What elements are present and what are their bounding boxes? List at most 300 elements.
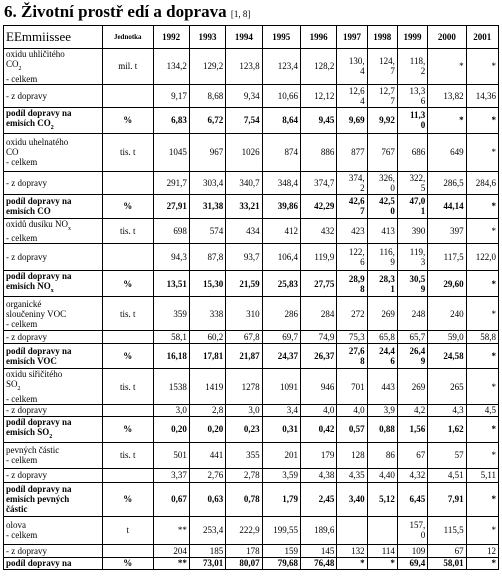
table-cell: 340,7 — [226, 171, 262, 194]
row-label-line: podíl dopravy na — [6, 558, 72, 569]
table-cell: 189,6 — [300, 516, 336, 544]
table-cell: 58,01 — [428, 557, 466, 569]
table-cell: 0,78 — [226, 482, 262, 516]
table-cell: 24,4 6 — [367, 344, 397, 369]
table-cell: * — [466, 133, 498, 171]
table-cell: 9,45 — [300, 107, 336, 133]
table-cell: 4,40 — [367, 468, 397, 482]
table-header-row — [4, 26, 499, 49]
table-cell: * — [466, 271, 498, 297]
row-label-line: - z dopravy — [6, 332, 47, 343]
table-cell: 5,12 — [367, 482, 397, 516]
table-cell: 310 — [226, 297, 262, 331]
table-cell: 31,38 — [189, 194, 225, 218]
table-cell: 69,7 — [262, 331, 300, 344]
table-cell: 2,45 — [300, 482, 336, 516]
table-cell: 1538 — [153, 369, 189, 405]
row-label-line: - z dopravy — [6, 177, 47, 188]
table-cell: * — [466, 297, 498, 331]
table-cell: 0,57 — [337, 416, 367, 442]
table-cell: 374,7 — [300, 171, 336, 194]
row-label — [4, 297, 103, 331]
row-unit: tis. t — [103, 442, 154, 468]
table-cell: 1,79 — [262, 482, 300, 516]
table-cell: 59,0 — [428, 331, 466, 344]
row-label-line: oxidu uhličitého — [6, 49, 65, 59]
table-cell: 0,20 — [153, 416, 189, 442]
row-unit — [103, 544, 154, 557]
row-label-line: emisích $NO_x$ — [6, 281, 54, 295]
table-cell: * — [466, 557, 498, 569]
row-label — [4, 404, 103, 416]
table-cell: 4,5 — [466, 404, 498, 416]
table-cell: 14,36 — [466, 84, 498, 107]
table-row — [4, 84, 499, 107]
table-row — [4, 416, 499, 442]
table-cell: 67 — [428, 544, 466, 557]
table-cell: 21,59 — [226, 271, 262, 297]
row-label — [4, 544, 103, 557]
row-label-line: - z dopravy — [6, 470, 47, 481]
table-cell: 4,0 — [337, 404, 367, 416]
table-cell: 4,35 — [337, 468, 367, 482]
table-cell: 322, 5 — [397, 171, 427, 194]
table-cell: 12,6 4 — [337, 84, 367, 107]
row-label-line: emisích CO — [6, 206, 51, 217]
header-year: 1997 — [337, 26, 367, 49]
table-cell: 767 — [367, 133, 397, 171]
table-cell: 269 — [397, 369, 427, 405]
table-cell: 5,11 — [466, 468, 498, 482]
table-cell: 1,62 — [428, 416, 466, 442]
table-cell: * — [466, 516, 498, 544]
table-row — [4, 49, 499, 85]
row-unit — [103, 84, 154, 107]
table-cell: 443 — [367, 369, 397, 405]
table-row — [4, 468, 499, 482]
row-unit: tis. t — [103, 133, 154, 171]
table-cell: 69,4 — [397, 557, 427, 569]
table-cell: 432 — [300, 218, 336, 244]
table-cell: 115,5 — [428, 516, 466, 544]
page-title — [4, 2, 250, 24]
table-cell: * — [337, 557, 367, 569]
table-cell: 355 — [226, 442, 262, 468]
table-cell: 877 — [337, 133, 367, 171]
table-cell: 42,5 0 — [367, 194, 397, 218]
title-text: 6. Životní prostř edí a doprava — [4, 2, 227, 21]
table-cell: 1419 — [189, 369, 225, 405]
table-cell: 134,2 — [153, 49, 189, 85]
table-cell: 265 — [428, 369, 466, 405]
row-label-line: emisích $CO_2$ — [6, 117, 54, 131]
row-label-line: pevných částic — [6, 445, 60, 456]
table-cell: 86 — [367, 442, 397, 468]
row-label — [4, 244, 103, 271]
table-cell: 7,54 — [226, 107, 262, 133]
header-unit: Jednotka — [103, 26, 154, 49]
table-cell: 21,87 — [226, 344, 262, 369]
table-cell: 12,12 — [300, 84, 336, 107]
table-cell: 1045 — [153, 133, 189, 171]
table-cell: 1,56 — [397, 416, 427, 442]
table-row — [4, 218, 499, 244]
table-cell: 222,9 — [226, 516, 262, 544]
table-cell: 1278 — [226, 369, 262, 405]
table-cell: 284,6 — [466, 171, 498, 194]
row-label-line: organické — [6, 298, 42, 309]
header-year: 1994 — [226, 26, 262, 49]
table-cell: * — [466, 107, 498, 133]
table-cell: 874 — [262, 133, 300, 171]
row-unit: % — [103, 557, 154, 569]
table-cell: 116, 9 — [367, 244, 397, 271]
table-cell: ** — [153, 557, 189, 569]
header-year: 1999 — [397, 26, 427, 49]
row-label-line: - z dopravy — [6, 90, 47, 101]
table-cell: 4,2 — [397, 404, 427, 416]
table-cell: 27,6 8 — [337, 344, 367, 369]
table-cell: 26,37 — [300, 344, 336, 369]
table-cell: 73,01 — [189, 557, 225, 569]
row-label — [4, 482, 103, 516]
table-cell: * — [428, 49, 466, 85]
table-cell: 0,23 — [226, 416, 262, 442]
row-unit — [103, 404, 154, 416]
table-cell: 16,18 — [153, 344, 189, 369]
table-cell: 47,0 1 — [397, 194, 427, 218]
table-cell: * — [428, 107, 466, 133]
table-cell: 199,55 — [262, 516, 300, 544]
table-cell: * — [466, 218, 498, 244]
row-label — [4, 369, 103, 405]
table-cell: 272 — [337, 297, 367, 331]
row-unit: t — [103, 516, 154, 544]
header-year: 1993 — [189, 26, 225, 49]
row-label-line: CO — [6, 147, 19, 158]
header-year: 1995 — [262, 26, 300, 49]
row-unit: % — [103, 482, 154, 516]
table-row — [4, 331, 499, 344]
table-row — [4, 344, 499, 369]
table-cell: 413 — [367, 218, 397, 244]
table-cell: 122, 6 — [337, 244, 367, 271]
table-cell: 6,83 — [153, 107, 189, 133]
table-cell: 28,9 8 — [337, 271, 367, 297]
row-label-line: - celkem — [6, 73, 38, 84]
row-label — [4, 557, 103, 569]
table-cell: * — [466, 416, 498, 442]
row-unit: % — [103, 194, 154, 218]
table-cell: 240 — [428, 297, 466, 331]
row-label-line: - z dopravy — [6, 405, 47, 416]
table-cell: 122,0 — [466, 244, 498, 271]
table-cell: 284 — [300, 297, 336, 331]
row-label-line: emisích pevných — [6, 494, 70, 505]
table-cell: 886 — [300, 133, 336, 171]
table-cell: 79,68 — [262, 557, 300, 569]
row-label — [4, 171, 103, 194]
table-cell: 359 — [153, 297, 189, 331]
table-cell: 946 — [300, 369, 336, 405]
table-cell: 13,82 — [428, 84, 466, 107]
table-cell: 8,64 — [262, 107, 300, 133]
table-cell: 58,1 — [153, 331, 189, 344]
table-cell: 65,8 — [367, 331, 397, 344]
table-cell: 201 — [262, 442, 300, 468]
row-label-line: emisích VOC — [6, 356, 57, 367]
row-label-line: částic — [6, 504, 28, 515]
table-cell: 412 — [262, 218, 300, 244]
table-cell: 12,7 7 — [367, 84, 397, 107]
table-cell: 42,29 — [300, 194, 336, 218]
table-cell: 9,92 — [367, 107, 397, 133]
table-cell: 26,4 9 — [397, 344, 427, 369]
row-label — [4, 107, 103, 133]
row-label-line: - celkem — [6, 157, 38, 168]
row-label — [4, 194, 103, 218]
row-label — [4, 133, 103, 171]
row-unit: % — [103, 107, 154, 133]
table-cell: 117,5 — [428, 244, 466, 271]
table-cell: 94,3 — [153, 244, 189, 271]
table-cell: 204 — [153, 544, 189, 557]
table-cell: 24,58 — [428, 344, 466, 369]
row-label — [4, 416, 103, 442]
header-year: 1992 — [153, 26, 189, 49]
table-cell: 397 — [428, 218, 466, 244]
row-label — [4, 344, 103, 369]
table-cell: 1026 — [226, 133, 262, 171]
table-row — [4, 297, 499, 331]
table-cell: 0,67 — [153, 482, 189, 516]
table-cell: 42,6 7 — [337, 194, 367, 218]
row-label-line: - celkem — [6, 455, 38, 466]
table-cell: 58,8 — [466, 331, 498, 344]
table-cell: 9,17 — [153, 84, 189, 107]
table-cell: 4,51 — [428, 468, 466, 482]
table-cell: 3,0 — [153, 404, 189, 416]
table-cell: 13,51 — [153, 271, 189, 297]
row-label-line: podíl dopravy na — [6, 484, 72, 495]
table-row — [4, 133, 499, 171]
table-cell: 3,37 — [153, 468, 189, 482]
table-cell: 291,7 — [153, 171, 189, 194]
table-cell: 128 — [337, 442, 367, 468]
table-cell: 8,68 — [189, 84, 225, 107]
table-cell: 123,8 — [226, 49, 262, 85]
table-cell: 2,78 — [226, 468, 262, 482]
table-cell: 179 — [300, 442, 336, 468]
table-cell: 128,2 — [300, 49, 336, 85]
table-cell: 0,42 — [300, 416, 336, 442]
row-label-line: podíl dopravy na — [6, 416, 72, 427]
row-label-line: - z dopravy — [6, 545, 47, 556]
table-cell: 124, 7 — [367, 49, 397, 85]
table-cell: 10,66 — [262, 84, 300, 107]
row-label — [4, 271, 103, 297]
table-cell: 106,4 — [262, 244, 300, 271]
table-cell: 9,69 — [337, 107, 367, 133]
table-cell: 4,38 — [300, 468, 336, 482]
table-cell: 390 — [397, 218, 427, 244]
table-cell: 76,48 — [300, 557, 336, 569]
header-year: 2000 — [428, 26, 466, 49]
row-unit: % — [103, 344, 154, 369]
table-row — [4, 244, 499, 271]
emissions-table — [3, 25, 499, 570]
row-unit: % — [103, 271, 154, 297]
table-cell: 75,3 — [337, 331, 367, 344]
table-cell: 185 — [189, 544, 225, 557]
table-row — [4, 404, 499, 416]
row-label-line: sloučeniny VOC — [6, 308, 67, 319]
table-cell: 29,60 — [428, 271, 466, 297]
table-cell: * — [466, 442, 498, 468]
table-cell: 80,07 — [226, 557, 262, 569]
table-cell: 109 — [397, 544, 427, 557]
row-unit — [103, 468, 154, 482]
table-cell: 119, 3 — [397, 244, 427, 271]
table-cell: 434 — [226, 218, 262, 244]
row-unit — [103, 244, 154, 271]
table-cell: 3,40 — [337, 482, 367, 516]
table-row — [4, 107, 499, 133]
table-cell: 374, 2 — [337, 171, 367, 194]
table-cell: 27,91 — [153, 194, 189, 218]
table-cell: 338 — [189, 297, 225, 331]
table-cell: 4,0 — [300, 404, 336, 416]
table-row — [4, 482, 499, 516]
table-cell: 698 — [153, 218, 189, 244]
table-cell: 3,9 — [367, 404, 397, 416]
table-cell — [337, 516, 367, 544]
table-cell: 248 — [397, 297, 427, 331]
table-cell: 129,2 — [189, 49, 225, 85]
table-cell: 967 — [189, 133, 225, 171]
table-cell: 132 — [337, 544, 367, 557]
row-label-line: podíl dopravy na — [6, 196, 72, 207]
table-cell: 28,3 1 — [367, 271, 397, 297]
row-label-line: oxidů dusíku $NO_x$ — [6, 218, 72, 232]
table-cell: 159 — [262, 544, 300, 557]
row-label-line: $SO_2$ — [6, 379, 21, 392]
table-cell: 4,3 — [428, 404, 466, 416]
table-cell: 65,7 — [397, 331, 427, 344]
row-label — [4, 468, 103, 482]
table-cell: 17,81 — [189, 344, 225, 369]
table-cell: 87,8 — [189, 244, 225, 271]
table-cell: 157, 0 — [397, 516, 427, 544]
table-cell: 24,37 — [262, 344, 300, 369]
table-cell: 4,32 — [397, 468, 427, 482]
table-cell: 27,75 — [300, 271, 336, 297]
title-reference: [1, 8] — [230, 9, 251, 19]
table-cell: * — [367, 557, 397, 569]
row-label-line: - celkem — [6, 233, 38, 244]
row-unit: % — [103, 416, 154, 442]
table-cell: * — [466, 49, 498, 85]
row-unit: tis. t — [103, 218, 154, 244]
table-cell: 286,5 — [428, 171, 466, 194]
row-label-line: olova — [6, 520, 26, 531]
table-cell: * — [466, 194, 498, 218]
row-label-line: podíl dopravy na — [6, 271, 72, 282]
table-cell: 3,0 — [226, 404, 262, 416]
row-unit — [103, 171, 154, 194]
table-cell: 2,8 — [189, 404, 225, 416]
table-cell: 119,9 — [300, 244, 336, 271]
row-label — [4, 218, 103, 244]
table-cell: 7,91 — [428, 482, 466, 516]
row-label-line: $CO_2$ — [6, 59, 22, 72]
row-label-line: - celkem — [6, 393, 38, 404]
table-cell: 3,4 — [262, 404, 300, 416]
table-cell: 118, 2 — [397, 49, 427, 85]
row-label-line: - z dopravy — [6, 252, 47, 263]
header-emission: EEmmiissee — [4, 26, 103, 49]
table-cell: 123,4 — [262, 49, 300, 85]
table-cell: 348,4 — [262, 171, 300, 194]
table-cell: 0,63 — [189, 482, 225, 516]
table-cell: 501 — [153, 442, 189, 468]
table-cell: 12 — [466, 544, 498, 557]
header-year: 2001 — [466, 26, 498, 49]
table-cell: 33,21 — [226, 194, 262, 218]
table-cell: 269 — [367, 297, 397, 331]
table-cell: 11,3 0 — [397, 107, 427, 133]
row-label-line: podíl dopravy na — [6, 107, 72, 118]
table-row — [4, 516, 499, 544]
table-row — [4, 442, 499, 468]
table-cell: 44,14 — [428, 194, 466, 218]
table-cell: 130, 4 — [337, 49, 367, 85]
table-cell: 3,59 — [262, 468, 300, 482]
table-cell: 0,88 — [367, 416, 397, 442]
row-label — [4, 49, 103, 85]
table-cell: 441 — [189, 442, 225, 468]
table-cell: 39,86 — [262, 194, 300, 218]
table-cell: 60,2 — [189, 331, 225, 344]
row-unit: tis. t — [103, 369, 154, 405]
row-unit: mil. t — [103, 49, 154, 85]
table-cell — [367, 516, 397, 544]
table-row — [4, 171, 499, 194]
row-label-line: emisích $SO_2$ — [6, 426, 53, 440]
row-unit: tis. t — [103, 297, 154, 331]
row-label-line: - celkem — [6, 318, 38, 329]
table-cell: 30,5 9 — [397, 271, 427, 297]
table-cell: 13,3 6 — [397, 84, 427, 107]
table-cell: 9,34 — [226, 84, 262, 107]
table-cell: 0,31 — [262, 416, 300, 442]
row-label-line: podíl dopravy na — [6, 346, 72, 357]
table-cell: 6,45 — [397, 482, 427, 516]
row-unit — [103, 331, 154, 344]
table-cell: 701 — [337, 369, 367, 405]
table-cell: 0,20 — [189, 416, 225, 442]
table-cell: * — [466, 369, 498, 405]
table-cell: 2,76 — [189, 468, 225, 482]
table-cell: 574 — [189, 218, 225, 244]
table-row — [4, 271, 499, 297]
table-cell: 253,4 — [189, 516, 225, 544]
table-row — [4, 557, 499, 569]
row-label — [4, 442, 103, 468]
table-cell: 67,8 — [226, 331, 262, 344]
table-cell: 93,7 — [226, 244, 262, 271]
row-label-line: - celkem — [6, 530, 38, 541]
